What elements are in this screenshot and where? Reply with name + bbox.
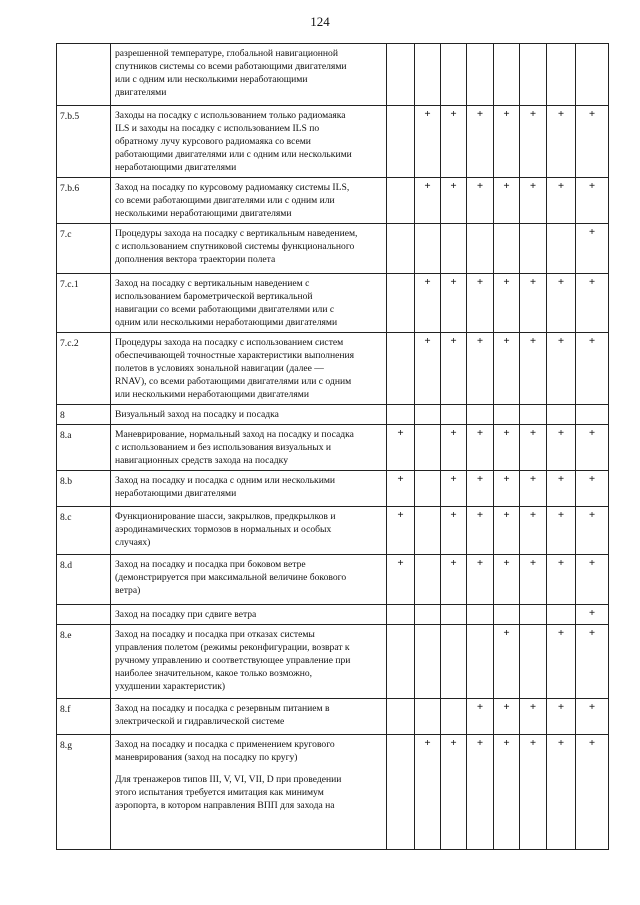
row-code: 7.c.2 [57,333,111,405]
description-line: одним или несколькими неработающими двигателями [115,317,338,328]
description-line: неработающими двигателями [115,488,237,499]
mark-cell [415,555,441,605]
row-description [111,106,387,178]
mark-cell: + [387,555,415,605]
description-line: маневрирования (заход на посадку по кругу) [115,752,298,763]
mark-cell: + [576,274,609,333]
mark-cell: + [467,699,494,735]
row-description [111,405,387,425]
row-code [57,605,111,625]
mark-cell: + [441,178,467,224]
mark-cell: + [441,425,467,471]
mark-cell: + [547,735,576,850]
row-description [111,333,387,405]
mark-cell [576,44,609,106]
mark-cell [415,405,441,425]
description-line: разрешенной температуре, глобальной навигационной [115,48,338,59]
row-code: 8.a [57,425,111,471]
mark-cell: + [520,425,547,471]
table-row [57,735,609,850]
row-description [111,699,387,735]
table-row [57,699,609,735]
description-line: обратному лучу курсового радиомаяка со всеми [115,136,311,147]
description-line: (демонстрируется при максимальной величине бокового [115,572,347,583]
description-line: Заход на посадку и посадка с применением кругового [115,739,335,750]
mark-cell: + [576,605,609,625]
mark-cell: + [387,425,415,471]
mark-cell: + [494,274,520,333]
mark-cell: + [441,274,467,333]
row-code: 8.c [57,507,111,555]
mark-cell: + [576,224,609,274]
description-line: RNAV), со всеми работающими двигателями или с одним [115,376,352,387]
mark-cell: + [547,471,576,507]
mark-cell [387,735,415,850]
description-line: Функционирование шасси, закрылков, предкрылков и [115,511,336,522]
mark-cell [441,224,467,274]
mark-cell: + [467,333,494,405]
row-code: 7.c [57,224,111,274]
mark-cell: + [547,699,576,735]
mark-cell [467,605,494,625]
mark-cell: + [441,507,467,555]
row-code: 7.b.6 [57,178,111,224]
mark-cell: + [520,699,547,735]
mark-cell: + [467,106,494,178]
row-code: 8.b [57,471,111,507]
mark-cell [520,625,547,699]
mark-cell [547,44,576,106]
mark-cell [387,405,415,425]
row-description [111,507,387,555]
mark-cell: + [520,274,547,333]
table-row [57,106,609,178]
mark-cell: + [547,333,576,405]
description-line: Маневрирование, нормальный заход на посадку и посадка [115,429,354,440]
mark-cell: + [494,507,520,555]
mark-cell [547,224,576,274]
mark-cell [387,224,415,274]
description-line: Заход на посадку и посадка при боковом ветре [115,559,306,570]
mark-cell: + [415,735,441,850]
mark-cell: + [520,735,547,850]
mark-cell [494,44,520,106]
requirements-table [56,43,609,850]
description-line: Заход на посадку и посадка при отказах системы [115,629,315,640]
table-row [57,507,609,555]
mark-cell: + [576,471,609,507]
table-row [57,425,609,471]
description-line: Заходы на посадку с использованием только радиомаяка [115,110,346,121]
description-line: с использованием и без использования визуальных и [115,442,332,453]
mark-cell [415,699,441,735]
mark-cell: + [494,425,520,471]
mark-cell: + [520,471,547,507]
description-line: Визуальный заход на посадку и посадка [115,409,279,420]
mark-cell [441,605,467,625]
description-line: работающими двигателями или с одним или несколькими [115,149,352,160]
page-number: 124 [310,14,330,29]
mark-cell: + [467,178,494,224]
mark-cell: + [467,555,494,605]
description-line: ветра) [115,585,141,596]
mark-cell: + [520,555,547,605]
description-line: этого испытания требуется имитация как минимум [115,787,324,798]
table-row [57,178,609,224]
row-code [57,44,111,106]
mark-cell: + [441,333,467,405]
description-line: ILS и заходы на посадку с использованием ILS по [115,123,320,134]
mark-cell: + [494,625,520,699]
mark-cell: + [467,425,494,471]
mark-cell [467,44,494,106]
mark-cell: + [494,735,520,850]
mark-cell: + [576,625,609,699]
mark-cell [387,44,415,106]
mark-cell [415,605,441,625]
description-line: навигационных средств захода на посадку [115,455,289,466]
row-description [111,605,387,625]
mark-cell [387,274,415,333]
description-line: Процедуры захода на посадку с использованием систем [115,337,344,348]
description-line: навигации со всеми работающими двигателями или с [115,304,335,315]
row-description [111,555,387,605]
mark-cell: + [494,699,520,735]
description-line: ухудшении характеристик) [115,681,226,692]
description-line: ручному управлению и соответствующее управление при [115,655,351,666]
mark-cell [387,178,415,224]
mark-cell [441,44,467,106]
mark-cell: + [547,178,576,224]
mark-cell [520,44,547,106]
table-row [57,224,609,274]
row-code: 7.c.1 [57,274,111,333]
row-code: 7.b.5 [57,106,111,178]
row-code: 8.g [57,735,111,850]
mark-cell: + [387,471,415,507]
mark-cell [415,625,441,699]
mark-cell: + [467,507,494,555]
row-description [111,471,387,507]
mark-cell [494,405,520,425]
description-line: Процедуры захода на посадку с вертикальным наведением, [115,228,358,239]
mark-cell: + [576,699,609,735]
mark-cell: + [520,333,547,405]
table-row [57,605,609,625]
mark-cell: + [576,555,609,605]
table-row [57,333,609,405]
mark-cell [441,699,467,735]
mark-cell [520,224,547,274]
table-row [57,555,609,605]
table-body [57,44,609,850]
mark-cell [520,405,547,425]
mark-cell: + [494,333,520,405]
mark-cell: + [415,333,441,405]
description-line: использованием барометрической вертикальной [115,291,313,302]
row-description [111,625,387,699]
mark-cell: + [547,425,576,471]
mark-cell: + [441,735,467,850]
mark-cell [415,224,441,274]
description-line: неработающими двигателями [115,162,237,173]
mark-cell: + [520,106,547,178]
mark-cell: + [576,425,609,471]
mark-cell [415,44,441,106]
description-line: электрической и гидравлической системе [115,716,285,727]
mark-cell [547,605,576,625]
mark-cell: + [441,106,467,178]
mark-cell [494,224,520,274]
table-row [57,44,609,106]
mark-cell: + [441,555,467,605]
mark-cell: + [576,735,609,850]
description-line: спутников системы со всеми работающими двигателями [115,61,347,72]
description-line: полетов в условиях зональной навигации (далее — [115,363,324,374]
description-line: или с одним или несколькими неработающими [115,74,308,85]
row-description [111,425,387,471]
row-code: 8.e [57,625,111,699]
mark-cell: + [520,178,547,224]
mark-cell [547,405,576,425]
table-row [57,471,609,507]
mark-cell: + [467,735,494,850]
description-line: Для тренажеров типов III, V, VI, VII, D при проведении [115,774,342,785]
row-description [111,44,387,106]
mark-cell: + [576,507,609,555]
mark-cell: + [547,274,576,333]
mark-cell: + [547,625,576,699]
mark-cell: + [547,555,576,605]
description-line: несколькими неработающими двигателями [115,208,292,219]
mark-cell [467,405,494,425]
mark-cell [387,625,415,699]
mark-cell [387,605,415,625]
description-line: аэродинамических тормозов в нормальных и особых [115,524,332,535]
description-line: случаях) [115,537,151,548]
mark-cell [441,405,467,425]
description-line: обеспечивающей точностные характеристики выполнения [115,350,355,361]
row-code: 8.d [57,555,111,605]
description-line: наиболее значительном, какое только возможно, [115,668,313,679]
description-line: двигателями [115,87,167,98]
row-code: 8 [57,405,111,425]
mark-cell: + [494,106,520,178]
description-line: с использованием спутниковой системы функционального [115,241,355,252]
table-row [57,274,609,333]
mark-cell [415,507,441,555]
mark-cell: + [467,471,494,507]
mark-cell: + [547,106,576,178]
mark-cell: + [415,274,441,333]
mark-cell [520,605,547,625]
mark-cell: + [441,471,467,507]
mark-cell [387,699,415,735]
description-line: Заход на посадку и посадка с резервным питанием в [115,703,330,714]
description-line: Заход на посадку при сдвиге ветра [115,609,257,620]
description-line [115,764,382,773]
mark-cell: + [576,106,609,178]
mark-cell: + [576,178,609,224]
table-row [57,625,609,699]
mark-cell [467,224,494,274]
row-description [111,178,387,224]
mark-cell [441,625,467,699]
row-description [111,224,387,274]
mark-cell: + [467,274,494,333]
row-description [111,735,387,850]
mark-cell: + [494,555,520,605]
mark-cell: + [494,178,520,224]
description-line: или несколькими неработающими двигателями [115,389,309,400]
description-line: со всеми работающими двигателями или с одним или [115,195,335,206]
mark-cell [387,333,415,405]
mark-cell: + [494,471,520,507]
mark-cell: + [387,507,415,555]
description-line: дополнения вектора траектории полета [115,254,276,265]
mark-cell: + [520,507,547,555]
mark-cell: + [415,178,441,224]
description-line: управления полетом (режимы реконфигурации, возврат к [115,642,350,653]
mark-cell: + [547,507,576,555]
description-line: Заход на посадку с вертикальным наведением с [115,278,310,289]
row-code: 8.f [57,699,111,735]
mark-cell [415,425,441,471]
description-line: аэропорта, в котором направления ВПП для захода на [115,800,335,811]
mark-cell [387,106,415,178]
mark-cell [467,625,494,699]
description-line: Заход на посадку по курсовому радиомаяку системы ILS, [115,182,350,193]
description-line: Заход на посадку и посадка с одним или несколькими [115,475,336,486]
mark-cell [494,605,520,625]
mark-cell: + [415,106,441,178]
table-row [57,405,609,425]
mark-cell [576,405,609,425]
mark-cell: + [576,333,609,405]
mark-cell [415,471,441,507]
row-description [111,274,387,333]
